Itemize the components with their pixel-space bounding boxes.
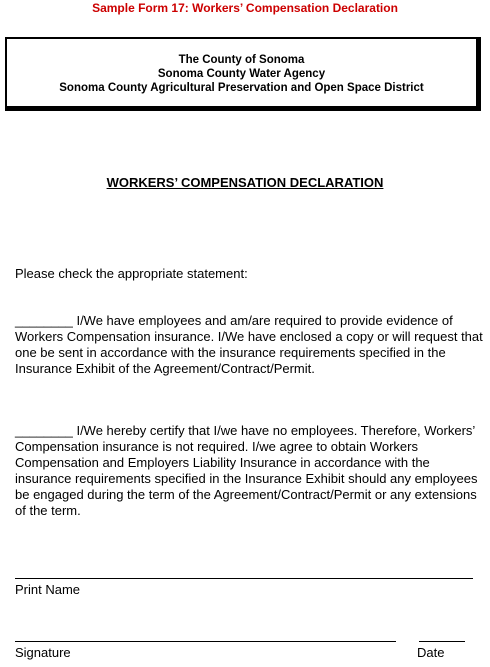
option-employees-text: I/We have employees and am/are required to provide evidence of Workers Compensation insurance. I/We have enclosed a copy or will request that one be sent in accordance with the insurance requirements specified in the Insurance Exhibit of the Agreement/Contract/Permit. [15,313,483,376]
option-no-employees [15,423,485,519]
header-line-district: Sonoma County Agricultural Preservation and Open Space District [59,82,424,94]
date-label: Date [417,645,445,660]
option-employees [15,313,485,377]
form-tag: Sample Form 17: Workers’ Compensation Declaration [92,1,398,15]
option-no-employees-checkbox-blank[interactable]: ________ [15,423,73,438]
date-line[interactable] [419,641,465,642]
signature-label: Signature [15,645,71,660]
page-title: WORKERS’ COMPENSATION DECLARATION [106,175,384,190]
print-name-label: Print Name [15,582,81,597]
instruction-text: Please check the appropriate statement: [15,266,248,281]
header-line-water-agency: Sonoma County Water Agency [157,68,326,80]
option-employees-checkbox-blank[interactable]: ________ [15,313,73,328]
agency-header-box [5,37,481,111]
header-line-county: The County of Sonoma [178,54,305,66]
option-no-employees-text: I/We hereby certify that I/we have no employees. Therefore, Workers’ Compensation insurance is not required. I/we agree to obtain Workers Compensation and Employers Liability Insurance in accordance with the insurance requirements specified in the Insurance Exhibit should any employees be engaged during the term of the Agreement/Contract/Permit or any extensions of the term. [15,423,478,518]
print-name-line[interactable] [15,578,473,579]
signature-line[interactable] [15,641,396,642]
